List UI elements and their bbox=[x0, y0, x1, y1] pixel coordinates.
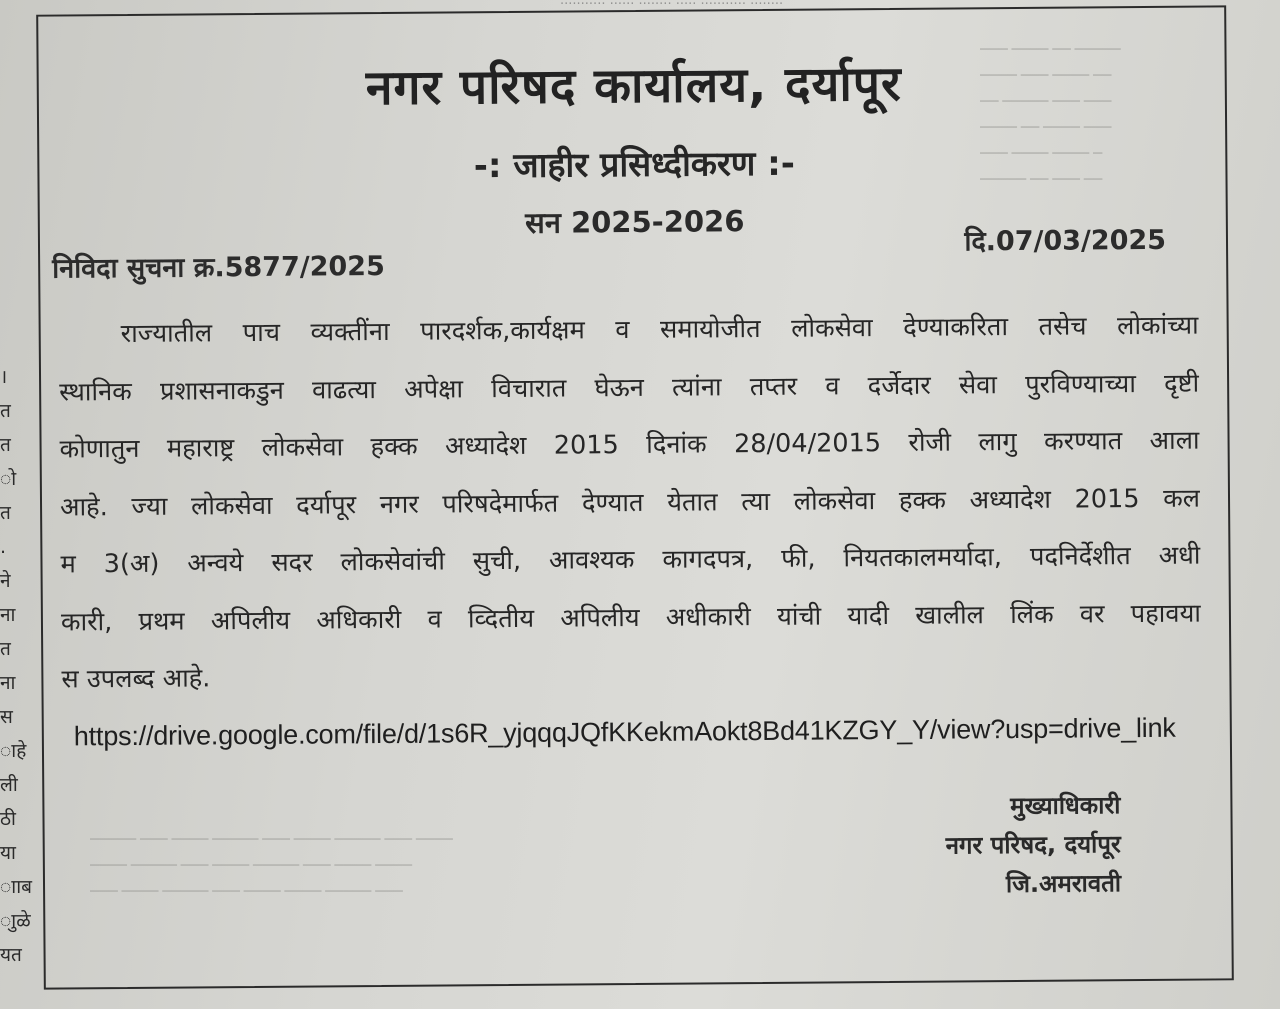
margin-fragment: त bbox=[0, 434, 11, 456]
margin-fragment: । bbox=[0, 366, 8, 388]
signatory-designation: मुख्याधिकारी bbox=[1010, 791, 1121, 821]
adjacent-column-text bbox=[0, 360, 40, 972]
signatory-office: नगर परिषद, दर्यापूर bbox=[945, 830, 1121, 860]
notice-subtitle: -: जाहीर प्रसिध्दीकरण :- bbox=[473, 143, 796, 187]
tender-number: निविदा सुचना क्र.5877/2025 bbox=[52, 250, 385, 285]
body-line: स उपलब्द आहे. bbox=[61, 663, 211, 695]
margin-fragment: ो bbox=[0, 468, 17, 490]
margin-fragment: या bbox=[0, 842, 16, 864]
margin-fragment: त bbox=[0, 638, 11, 660]
notice-date: दि.07/03/2025 bbox=[964, 224, 1167, 258]
margin-fragment: ली bbox=[0, 774, 18, 796]
drive-link: https://drive.google.com/file/d/1s6R_yjqqqJQfKKekmAokt8Bd41KZGY_Y/view?usp=drive_link bbox=[73, 712, 1176, 752]
notice-year: सन 2025-2026 bbox=[525, 204, 745, 240]
body-line: राज्यातील पाच व्यक्तींना पारदर्शक,कार्यक्षम व समायोजीत लोकसेवा देण्याकरिता तसेच लोकांच्या bbox=[120, 310, 1199, 350]
margin-fragment: ाहे bbox=[0, 740, 27, 762]
bleed-through-column: ▁▁▁ ▁▁▁▁ ▁▁ ▁▁▁▁▁ ▁▁▁▁ ▁▁▁ ▁▁▁▁ ▁▁ ▁▁ ▁▁▁▁▁ ▁▁▁ ▁▁▁ ▁▁▁▁ ▁▁ ▁▁▁▁ ▁▁▁ ▁▁▁ ▁▁▁▁ ▁▁▁▁ ▁ ▁▁▁▁▁ ▁▁ ▁▁▁ ▁▁ bbox=[980, 36, 1121, 180]
public-notice-box bbox=[36, 5, 1234, 989]
body-line: कारी, प्रथम अपिलीय अधिकारी व व्दितीय अपिलीय अधीकारी यांची यादी खालील लिंक वर पहावया bbox=[60, 598, 1202, 638]
margin-fragment: . bbox=[0, 536, 7, 558]
bleed-through-lower: ▁▁▁▁▁ ▁▁▁ ▁▁▁▁ ▁▁▁▁▁ ▁▁▁ ▁▁▁▁ ▁▁▁▁▁ ▁▁▁ ▁▁▁▁ ▁▁▁▁ ▁▁▁▁▁ ▁▁▁ ▁▁▁▁ ▁▁▁▁▁ ▁▁▁ ▁▁▁▁ ▁▁▁▁ ▁▁▁ ▁▁▁▁ ▁▁▁▁▁ ▁▁▁ ▁▁▁▁ ▁▁▁▁ ▁▁▁▁▁ ▁▁▁ bbox=[90, 826, 453, 892]
margin-fragment: त bbox=[0, 502, 11, 524]
body-line: कोणातुन महाराष्ट्र लोकसेवा हक्क अध्यादेश 2015 दिनांक 28/04/2015 रोजी लागु करण्यात आला bbox=[59, 425, 1200, 465]
margin-fragment: त bbox=[0, 400, 11, 422]
margin-fragment: ठी bbox=[0, 808, 16, 830]
margin-fragment: ाुळे bbox=[0, 910, 31, 932]
margin-fragment: स bbox=[0, 706, 13, 728]
margin-fragment: ना bbox=[0, 672, 16, 694]
notice-body bbox=[58, 298, 1201, 709]
office-title: नगर परिषद कार्यालय, दर्यापूर bbox=[365, 55, 902, 117]
signature-block bbox=[860, 786, 1121, 905]
top-bleed-through-text: ··········· ······ ········ ····· ··········· ········ bbox=[560, 0, 784, 10]
body-line: म 3(अ) अन्वये सदर लोकसेवांची सुची, आवश्यक कागदपत्र, फी, नियतकालमर्यादा, पदनिर्देशीत अधी bbox=[60, 540, 1201, 580]
signatory-district: जि.अमरावती bbox=[1005, 869, 1122, 899]
margin-fragment: ााब bbox=[0, 876, 32, 898]
body-line: स्थानिक प्रशासनाकडुन वाढत्या अपेक्षा विचारात घेऊन त्यांना तप्तर व दर्जेदार सेवा पुरविण्याच्या दृष्टी bbox=[59, 368, 1200, 408]
body-line: आहे. ज्या लोकसेवा दर्यापूर नगर परिषदेमार्फत देण्यात येतात त्या लोकसेवा हक्क अध्यादेश 2015 कल bbox=[59, 483, 1201, 523]
margin-fragment: यत bbox=[0, 944, 22, 966]
margin-fragment: ना bbox=[0, 604, 16, 626]
margin-fragment: ने bbox=[0, 570, 11, 592]
